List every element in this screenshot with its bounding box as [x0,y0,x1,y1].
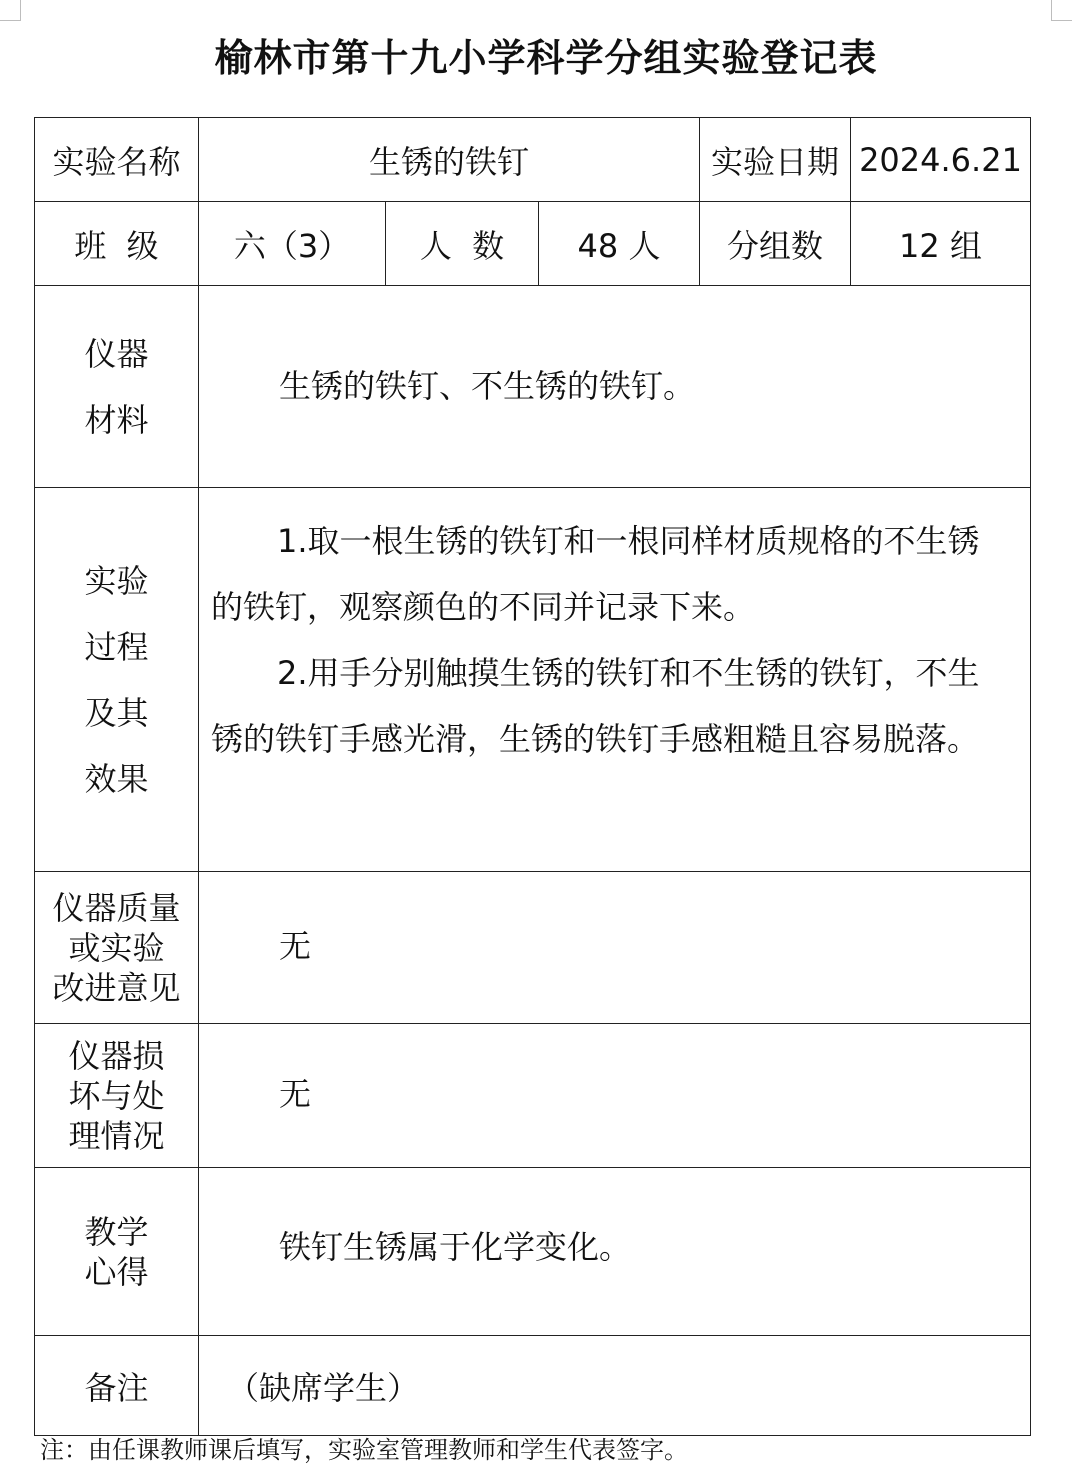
class-value: 六（3） [199,202,386,286]
row-materials [35,286,1031,488]
process-label-line: 效果 [84,759,149,798]
materials-label-line: 仪器 [84,334,149,373]
student-count-label: 人 数 [386,202,539,286]
row-reflection [35,1168,1031,1336]
process-label [35,488,199,872]
registration-form-table [34,117,1031,1436]
group-count-value: 12 组 [851,202,1031,286]
experiment-date-label: 实验日期 [700,118,851,202]
group-count-label: 分组数 [700,202,851,286]
quality-label-line: 改进意见 [52,968,181,1007]
corner-crop-mark-left [0,0,21,21]
row-quality [35,872,1031,1024]
materials-value: 生锈的铁钉、不生锈的铁钉。 [199,286,1031,488]
quality-value: 无 [199,872,1031,1024]
process-label-line: 及其 [84,693,149,732]
damage-value: 无 [199,1024,1031,1168]
corner-crop-mark-right [1051,0,1072,21]
row-remarks [35,1336,1031,1436]
remarks-value: （缺席学生） [199,1336,1031,1436]
experiment-date-value: 2024.6.21 [851,118,1031,202]
remarks-label: 备注 [35,1336,199,1436]
damage-label [35,1024,199,1168]
process-value [199,488,1031,872]
materials-label [35,286,199,488]
row-class-info [35,202,1031,286]
footnote: 注：由任课教师课后填写，实验室管理教师和学生代表签字。 [40,1436,688,1464]
quality-label-line: 或实验 [68,928,165,967]
reflection-label-line: 心得 [84,1252,149,1291]
quality-label-line: 仪器质量 [52,888,181,927]
row-process [35,488,1031,872]
class-label: 班 级 [35,202,199,286]
damage-label-line: 仪器损 [68,1036,165,1075]
reflection-label [35,1168,199,1336]
row-experiment-name [35,118,1031,202]
damage-label-line: 坏与处 [68,1076,165,1115]
process-paragraph: 2.用手分别触摸生锈的铁钉和不生锈的铁钉，不生锈的铁钉手感光滑，生锈的铁钉手感粗糙且容易脱落。 [211,654,980,758]
process-label-line: 实验 [84,561,149,600]
process-paragraph: 1.取一根生锈的铁钉和一根同样材质规格的不生锈的铁钉，观察颜色的不同并记录下来。 [211,522,980,626]
process-label-line: 过程 [84,627,149,666]
damage-label-line: 理情况 [68,1116,165,1155]
experiment-name-value: 生锈的铁钉 [199,118,700,202]
reflection-value: 铁钉生锈属于化学变化。 [199,1168,1031,1336]
reflection-label-line: 教学 [84,1212,149,1251]
materials-label-line: 材料 [84,400,149,439]
quality-label [35,872,199,1024]
student-count-value: 48 人 [539,202,700,286]
experiment-name-label: 实验名称 [35,118,199,202]
row-damage [35,1024,1031,1168]
document-title: 榆林市第十九小学科学分组实验登记表 [214,36,878,80]
